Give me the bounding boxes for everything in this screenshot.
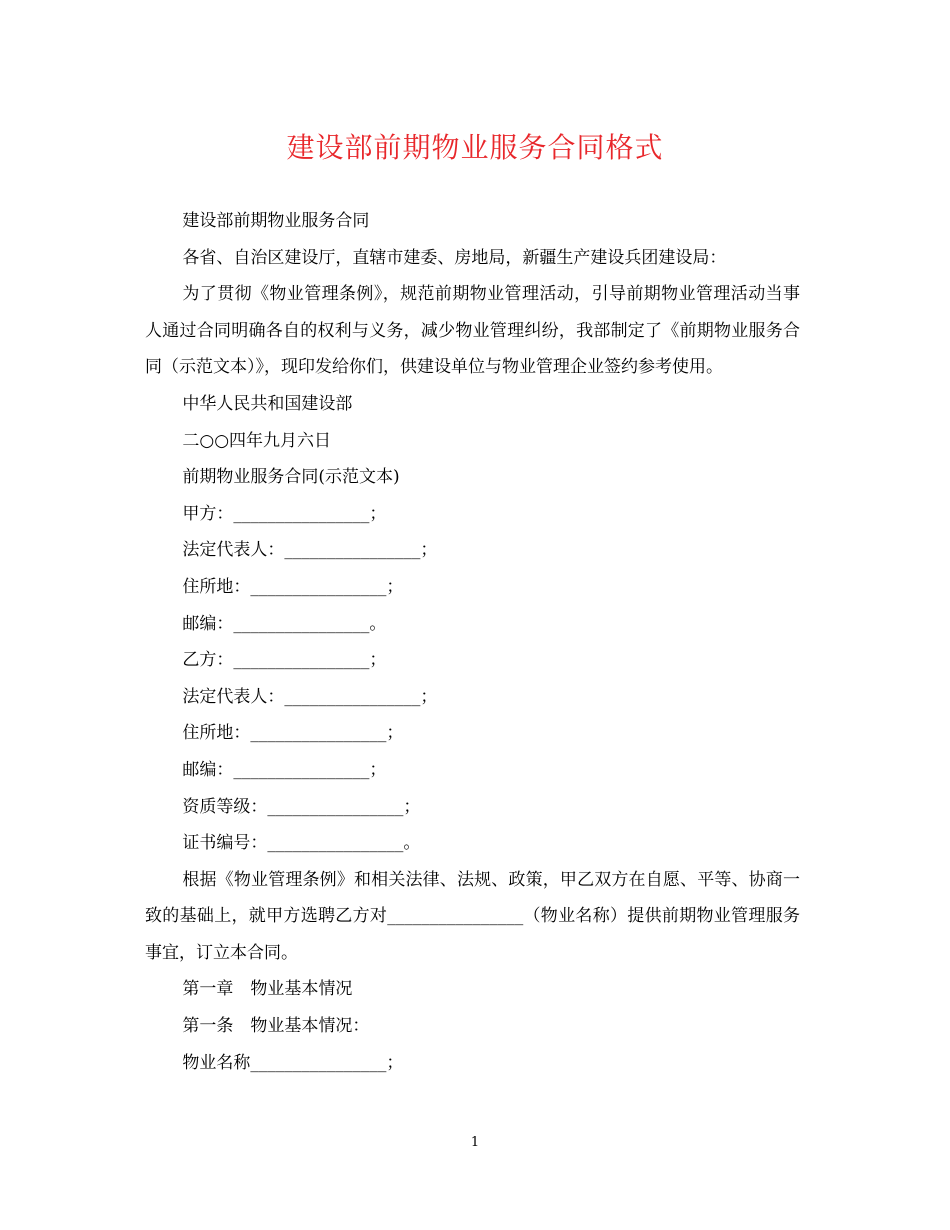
paragraph: 住所地：________________； bbox=[182, 723, 404, 744]
paragraph: 资质等级：________________； bbox=[182, 796, 421, 817]
page-number: 1 bbox=[470, 1135, 480, 1150]
paragraph: 物业名称________________； bbox=[182, 1052, 404, 1073]
paragraph: 甲方：________________； bbox=[182, 503, 387, 524]
document-body bbox=[145, 203, 800, 1081]
paragraph: 根据《物业管理条例》和相关法律、法规、政策，甲乙双方在自愿、平等、协商一致的基础上，就甲方选聘乙方对________________（物业名称）提供前期物业管理服务事宜，订立本合同。 bbox=[145, 869, 800, 963]
paragraph: 邮编：________________； bbox=[182, 759, 387, 780]
paragraph: 各省、自治区建设厅，直辖市建委、房地局，新疆生产建设兵团建设局： bbox=[182, 247, 727, 268]
paragraph: 二○○四年九月六日 bbox=[182, 430, 332, 451]
paragraph: 第一条 物业基本情况： bbox=[182, 1016, 370, 1037]
paragraph: 中华人民共和国建设部 bbox=[182, 393, 353, 414]
paragraph: 住所地：________________； bbox=[182, 576, 404, 597]
paragraph: 第一章 物业基本情况 bbox=[182, 979, 353, 1000]
paragraph: 邮编：________________。 bbox=[182, 613, 387, 634]
document-title: 建设部前期物业服务合同格式 bbox=[286, 131, 664, 164]
paragraph: 法定代表人：________________； bbox=[182, 540, 438, 561]
paragraph: 为了贯彻《物业管理条例》，规范前期物业管理活动，引导前期物业管理活动当事人通过合同明确各自的权利与义务，减少物业管理纠纷，我部制定了《前期物业服务合同（示范文本）》，现印发给你们，供建设单位与物业管理企业签约参考使用。 bbox=[145, 284, 800, 378]
paragraph: 建设部前期物业服务合同 bbox=[182, 211, 370, 231]
paragraph: 证书编号：________________。 bbox=[182, 833, 421, 854]
paragraph: 乙方：________________； bbox=[182, 650, 387, 671]
paragraph: 前期物业服务合同(示范文本) bbox=[182, 467, 400, 488]
paragraph: 法定代表人：________________； bbox=[182, 686, 438, 707]
